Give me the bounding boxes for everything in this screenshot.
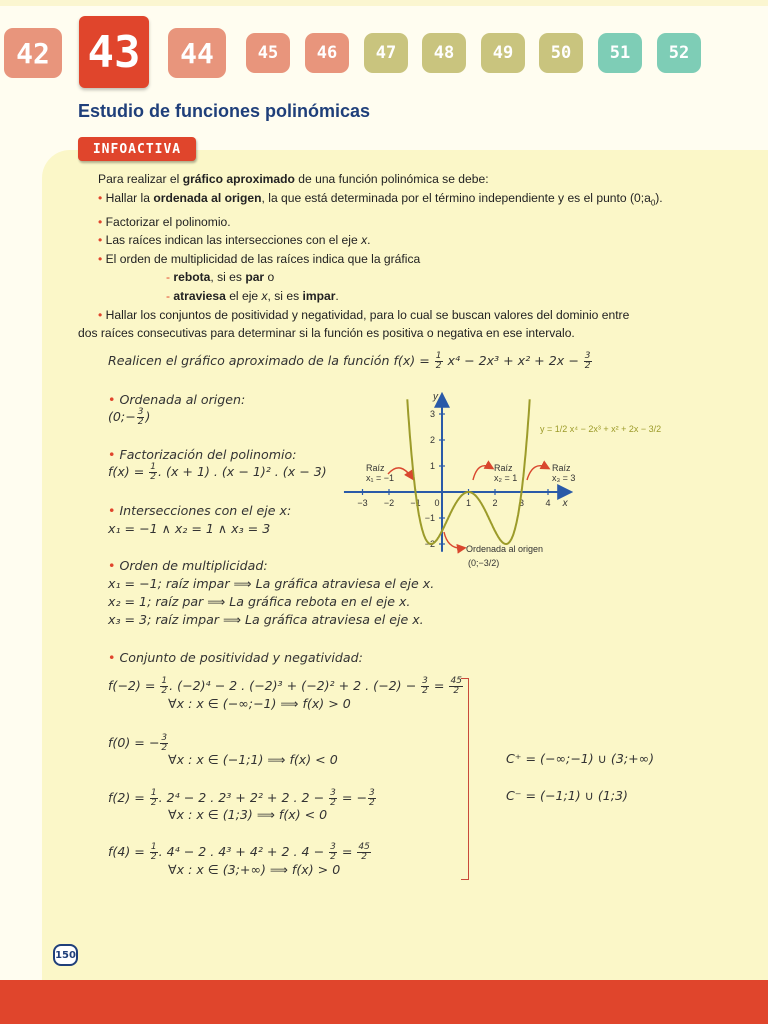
root-value: x₂ = 1: [494, 473, 518, 483]
intro-line: Para realizar el gráfico aproximado de una función polinómica se debe:: [98, 172, 489, 186]
x-axis-label: x: [562, 498, 568, 509]
root-label: Raíz: [552, 463, 571, 473]
intro-subitem: - rebota, si es par o: [166, 270, 275, 285]
x-tick-label: 3: [518, 498, 525, 508]
interval-condition: ∀x : x ∈ (3;+∞) ⟹ f(x) > 0: [168, 862, 341, 877]
ordinate-value: (0;−3/2): [468, 558, 500, 568]
tab-46[interactable]: 46: [305, 33, 349, 73]
tab-51[interactable]: 51: [598, 33, 642, 73]
y-tick-label: 1: [429, 461, 435, 471]
tab-45[interactable]: 45: [246, 33, 290, 73]
intro-bullet: • Factorizar el polinomio.: [98, 214, 231, 229]
negativity-set: C⁻ = (−1;1) ∪ (1;3): [506, 788, 628, 803]
y-axis-label: y: [433, 391, 438, 403]
page-number: 150: [53, 944, 78, 966]
function-graph: [330, 380, 690, 580]
bracket: [461, 678, 469, 880]
footer-band: [0, 980, 768, 1024]
x-tick-label: −3: [357, 498, 368, 508]
tab-49[interactable]: 49: [481, 33, 525, 73]
root-label: Raíz: [366, 463, 385, 473]
ordinate-arrow: [444, 532, 464, 548]
y-tick-label: −2: [424, 539, 435, 549]
x-tick-label: 4: [545, 498, 551, 508]
root-label: Raíz: [494, 463, 513, 473]
positivity-set: C⁺ = (−∞;−1) ∪ (3;+∞): [506, 751, 655, 766]
tab-43-active[interactable]: 43: [79, 16, 149, 88]
tab-42[interactable]: 42: [4, 28, 62, 78]
intersections-heading: • Intersecciones con el eje x:: [108, 503, 292, 518]
infoactiva-badge: INFOACTIVA: [78, 137, 196, 161]
tab-50[interactable]: 50: [539, 33, 583, 73]
eval-f-0: f(0) = − $\frac{3}{2}$: [108, 733, 168, 753]
eval-f-4: f(4) = $\frac{1}{2}$ . 4⁴ − 2 . 4³ + 4² + 2 . 4 − $\frac{3}{2}$ = $\frac{45}{2}$: [108, 842, 370, 862]
chapter-tabs: [0, 0, 768, 95]
y-tick-label: −1: [424, 513, 435, 523]
interval-condition: ∀x : x ∈ (−1;1) ⟹ f(x) < 0: [168, 752, 338, 767]
intro-bullet: • El orden de multiplicidad de las raíces indica que la gráfica: [98, 251, 421, 266]
factorization-value: f(x) = $\frac{1}{2}$ . (x + 1) . (x − 1)² . (x − 3): [108, 462, 327, 482]
multiplicity-line: x₁ = −1; raíz impar ⟹ La gráfica atraviesa el eje x.: [108, 576, 435, 591]
ordinate-value: (0;− $\frac{3}{2}$ ): [108, 407, 151, 427]
root-arrow: [527, 466, 548, 480]
eval-f-2: f(2) = $\frac{1}{2}$ . 2⁴ − 2 . 2³ + 2² + 2 . 2 − $\frac{3}{2}$ = − $\frac{3}{2}$: [108, 788, 375, 808]
intro-bullet: • Las raíces indican las intersecciones con el eje x.: [98, 233, 371, 248]
interval-condition: ∀x : x ∈ (1;3) ⟹ f(x) < 0: [168, 807, 328, 822]
x-tick-label: 1: [465, 498, 472, 508]
intro-bullet: • Hallar los conjuntos de positividad y negatividad, para lo cual se buscan valores del dominio entre: [98, 307, 630, 322]
tab-47[interactable]: 47: [364, 33, 408, 73]
page-title: Estudio de funciones polinómicas: [78, 101, 371, 121]
curve-legend: y = 1/2 x⁴ − 2x³ + x² + 2x − 3/2: [540, 424, 662, 434]
multiplicity-line: x₂ = 1; raíz par ⟹ La gráfica rebota en el eje x.: [108, 594, 411, 609]
task-statement: Realicen el gráfico aproximado de la función f(x) = $\frac{1}{2}$ x⁴ − 2x³ + x² + 2x − $\frac{3}{2}$: [108, 351, 591, 371]
root-arrow: [473, 466, 492, 480]
intro-bullet-cont: dos raíces consecutivas para determinar si la función es positiva o negativa en ese intervalo.: [78, 326, 575, 341]
eval-f-minus2: f(−2) = $\frac{1}{2}$ . (−2)⁴ − 2 . (−2)³ + (−2)² + 2 . (−2) − $\frac{3}{2}$ = $\frac{45}{2}$: [108, 676, 462, 696]
y-tick-label: 2: [429, 435, 435, 445]
multiplicity-heading: • Orden de multiplicidad:: [108, 558, 268, 573]
x-tick-label: 2: [492, 498, 498, 508]
tab-44[interactable]: 44: [168, 28, 226, 78]
root-value: x₁ = −1: [366, 473, 395, 483]
multiplicity-line: x₃ = 3; raíz impar ⟹ La gráfica atraviesa el eje x.: [108, 612, 424, 627]
tab-48[interactable]: 48: [422, 33, 466, 73]
x-tick-label: −1: [410, 498, 421, 508]
sign-heading: • Conjunto de positividad y negatividad:: [108, 650, 363, 665]
x-tick-label: 0: [434, 498, 440, 508]
intersections-value: x₁ = −1 ∧ x₂ = 1 ∧ x₃ = 3: [108, 521, 271, 536]
interval-condition: ∀x : x ∈ (−∞;−1) ⟹ f(x) > 0: [168, 696, 351, 711]
root-value: x₃ = 3: [552, 473, 576, 483]
x-tick-label: −2: [383, 498, 395, 508]
intro-bullet: • Hallar la ordenada al origen, la que está determinada por el término independiente y es el punto $(0;a_0)$.: [98, 190, 663, 207]
intro-subitem: - atraviesa el eje x, si es impar.: [166, 288, 339, 303]
ordinate-label: Ordenada al origen: [466, 544, 544, 554]
y-tick-label: 3: [429, 409, 435, 419]
ordinate-heading: • Ordenada al origen:: [108, 392, 246, 407]
factorization-heading: • Factorización del polinomio:: [108, 447, 297, 462]
intro-text: [78, 170, 718, 343]
tab-52[interactable]: 52: [657, 33, 701, 73]
